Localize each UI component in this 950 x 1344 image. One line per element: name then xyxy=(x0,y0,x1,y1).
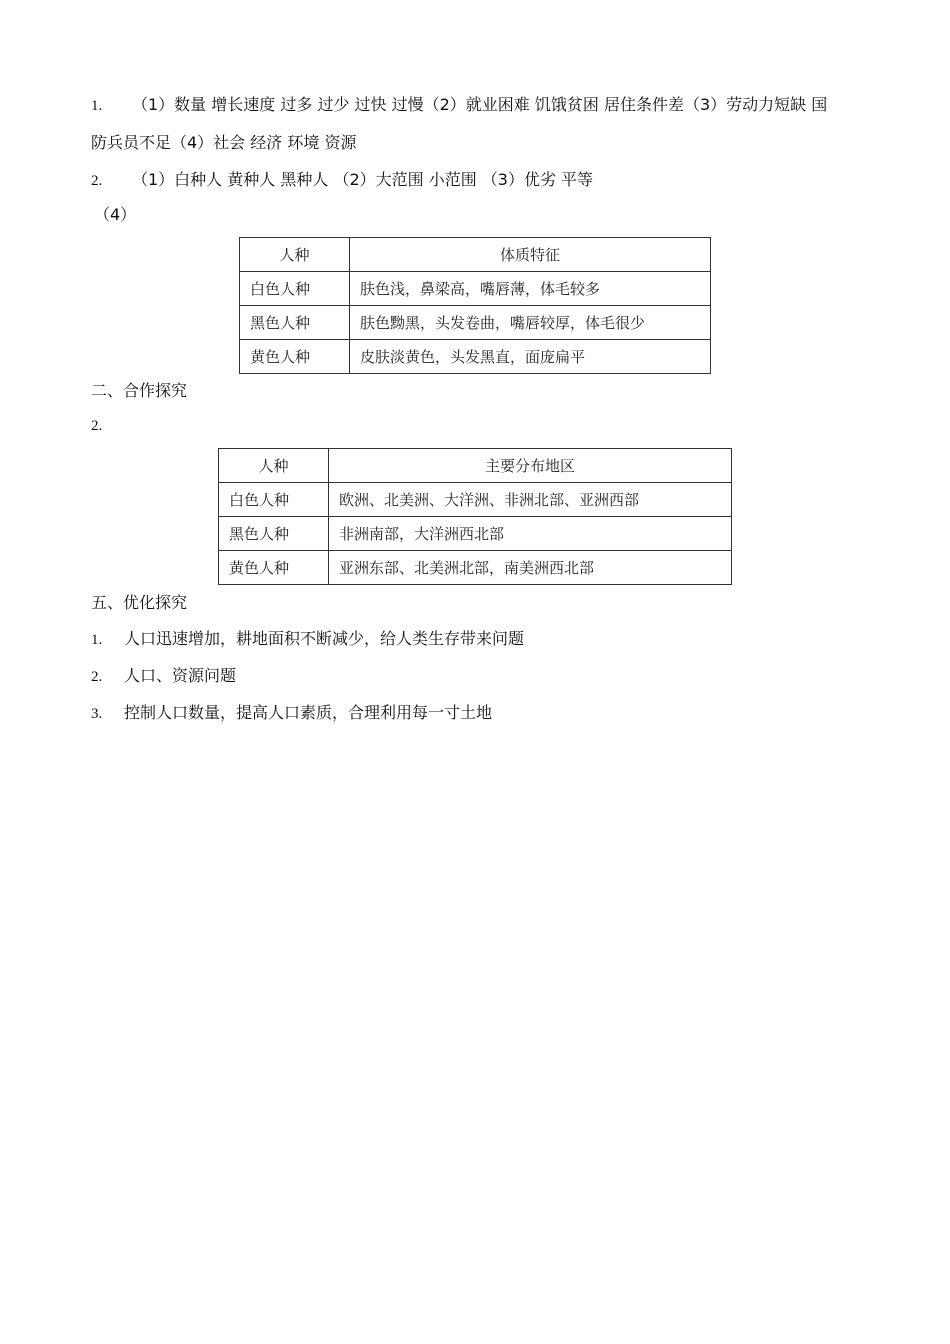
answer-2-text-line-1: （1）白种人 黄种人 黑种人 （2）大范围 小范围 （3）优劣 平等 xyxy=(132,170,594,189)
table-header-cell: 人种 xyxy=(240,238,350,272)
table-row xyxy=(240,340,711,374)
table-cell: 白色人种 xyxy=(219,483,329,517)
section-heading-optimization-inquiry: 五、优化探究 xyxy=(91,593,188,612)
answer-2-line-1 xyxy=(91,168,593,193)
answer-1-text-line-1: （1）数量 增长速度 过多 过少 过快 过慢（2）就业困难 饥饿贫困 居住条件差（3）劳动力短缺 国 xyxy=(132,95,828,114)
table-cell: 黑色人种 xyxy=(240,306,350,340)
table-row xyxy=(219,517,732,551)
table-cell: 黑色人种 xyxy=(219,517,329,551)
list-item xyxy=(91,627,524,652)
answer-1-line-2 xyxy=(91,131,356,155)
list-item-text: 人口、资源问题 xyxy=(124,666,237,685)
section-2-item-number: 2. xyxy=(91,418,103,434)
table-header-cell: 主要分布地区 xyxy=(329,449,732,483)
table-cell: 白色人种 xyxy=(240,272,350,306)
list-item-number: 2. xyxy=(91,669,103,685)
table-cell: 皮肤淡黄色，头发黑直，面庞扁平 xyxy=(350,340,711,374)
table-row xyxy=(219,551,732,585)
answer-2-part-4 xyxy=(94,203,136,227)
answer-1-line-1 xyxy=(91,93,827,118)
list-item-number: 3. xyxy=(91,706,103,722)
table-cell: 黄色人种 xyxy=(219,551,329,585)
section-heading-cooperative-inquiry: 二、合作探究 xyxy=(91,381,188,400)
table-cell: 肤色浅，鼻梁高，嘴唇薄，体毛较多 xyxy=(350,272,711,306)
table-cell: 亚洲东部、北美洲北部，南美洲西北部 xyxy=(329,551,732,585)
table-row xyxy=(240,272,711,306)
list-item-text: 人口迅速增加，耕地面积不断减少，给人类生存带来问题 xyxy=(124,629,525,648)
answer-1-number: 1. xyxy=(91,98,103,114)
distribution-table xyxy=(218,448,732,585)
table-cell: 欧洲、北美洲、大洋洲、非洲北部、亚洲西部 xyxy=(329,483,732,517)
table-row xyxy=(219,483,732,517)
list-item xyxy=(91,664,236,689)
table-header-row xyxy=(240,238,711,272)
list-item-number: 1. xyxy=(91,632,103,648)
section-2-item-number-line xyxy=(91,413,132,438)
table-cell: 黄色人种 xyxy=(240,340,350,374)
answer-2-part-4-label: （4） xyxy=(94,205,137,224)
answer-2-number: 2. xyxy=(91,173,103,189)
list-item-text: 控制人口数量，提高人口素质，合理利用每一寸土地 xyxy=(124,703,493,722)
table-header-cell: 体质特征 xyxy=(350,238,711,272)
table-cell: 肤色黝黑，头发卷曲，嘴唇较厚，体毛很少 xyxy=(350,306,711,340)
table-header-row xyxy=(219,449,732,483)
physical-traits-table xyxy=(239,237,711,374)
table-cell: 非洲南部，大洋洲西北部 xyxy=(329,517,732,551)
list-item xyxy=(91,701,492,726)
table-row xyxy=(240,306,711,340)
table-header-cell: 人种 xyxy=(219,449,329,483)
answer-1-text-line-2: 防兵员不足（4）社会 经济 环境 资源 xyxy=(91,133,357,152)
